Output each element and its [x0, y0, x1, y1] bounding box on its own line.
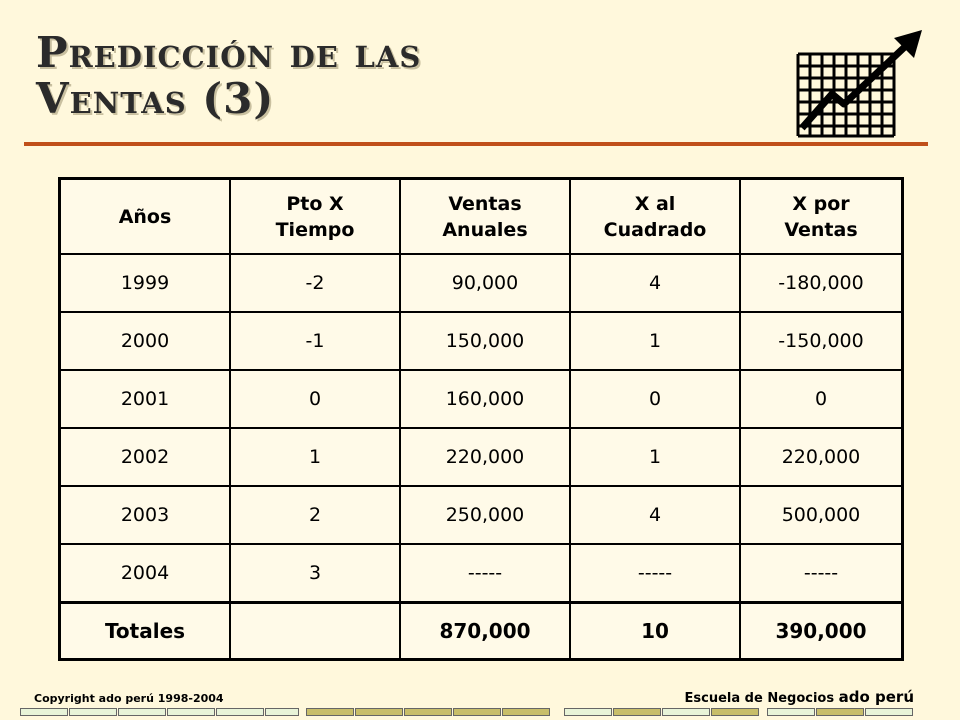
cell-x-sales: 500,000 [740, 486, 903, 544]
cell-x: 2 [230, 486, 400, 544]
header-years: Años [60, 179, 231, 255]
cell-x-squared: 4 [570, 486, 740, 544]
strip-segment [711, 708, 759, 716]
strip-segment [404, 708, 452, 716]
cell-x: 3 [230, 544, 400, 603]
strip-segment [355, 708, 403, 716]
cell-sales: ----- [400, 544, 570, 603]
table-row [60, 544, 903, 603]
strip-segment [118, 708, 166, 716]
totals-x [230, 603, 400, 660]
strip-segment [306, 708, 354, 716]
cell-x-sales: -180,000 [740, 254, 903, 312]
cell-x: 0 [230, 370, 400, 428]
cell-x-squared: 4 [570, 254, 740, 312]
cell-year: 2001 [60, 370, 231, 428]
growth-chart-icon [790, 28, 930, 140]
header-time-point: Pto X Tiempo [230, 179, 400, 255]
table-row [60, 254, 903, 312]
strip-segment [167, 708, 215, 716]
cell-x-sales: 220,000 [740, 428, 903, 486]
cell-x: -1 [230, 312, 400, 370]
table-header-row [60, 179, 903, 255]
slide-title-line-1: Predicción de las [36, 28, 422, 77]
strip-segment [69, 708, 117, 716]
header-x-squared: X al Cuadrado [570, 179, 740, 255]
cell-x-squared: ----- [570, 544, 740, 603]
strip-segment [502, 708, 550, 716]
strip-segment [662, 708, 710, 716]
cell-x-sales: -150,000 [740, 312, 903, 370]
cell-x-sales: 0 [740, 370, 903, 428]
totals-sales: 870,000 [400, 603, 570, 660]
cell-sales: 250,000 [400, 486, 570, 544]
strip-segment [453, 708, 501, 716]
cell-year: 1999 [60, 254, 231, 312]
strip-segment [865, 708, 913, 716]
strip-segment [265, 708, 299, 716]
strip-segment [564, 708, 612, 716]
cell-x-sales: ----- [740, 544, 903, 603]
cell-x: 1 [230, 428, 400, 486]
cell-x-squared: 0 [570, 370, 740, 428]
title-divider [24, 142, 928, 146]
strip-segment [613, 708, 661, 716]
strip-segment [816, 708, 864, 716]
totals-x-sales: 390,000 [740, 603, 903, 660]
table-row [60, 370, 903, 428]
cell-year: 2002 [60, 428, 231, 486]
slide-title-line-2: Ventas (3) [36, 74, 275, 123]
header-annual-sales: Ventas Anuales [400, 179, 570, 255]
header-x-times-sales: X por Ventas [740, 179, 903, 255]
sales-prediction-table [58, 177, 904, 661]
totals-x-squared: 10 [570, 603, 740, 660]
slide-title [36, 30, 421, 122]
cell-sales: 160,000 [400, 370, 570, 428]
cell-x-squared: 1 [570, 312, 740, 370]
cell-sales: 90,000 [400, 254, 570, 312]
cell-year: 2004 [60, 544, 231, 603]
cell-year: 2003 [60, 486, 231, 544]
cell-x-squared: 1 [570, 428, 740, 486]
cell-sales: 150,000 [400, 312, 570, 370]
table-row [60, 486, 903, 544]
strip-segment [216, 708, 264, 716]
cell-sales: 220,000 [400, 428, 570, 486]
cell-year: 2000 [60, 312, 231, 370]
cell-x: -2 [230, 254, 400, 312]
strip-segment [767, 708, 815, 716]
school-credit [685, 688, 914, 706]
school-prefix: Escuela de Negocios [684, 691, 835, 706]
table-row [60, 428, 903, 486]
copyright-text: Copyright ado perú 1998-2004 [34, 692, 224, 705]
totals-row [60, 603, 903, 660]
table-row [60, 312, 903, 370]
totals-label: Totales [60, 603, 231, 660]
school-brand: ado perú [838, 688, 914, 706]
strip-segment [20, 708, 68, 716]
